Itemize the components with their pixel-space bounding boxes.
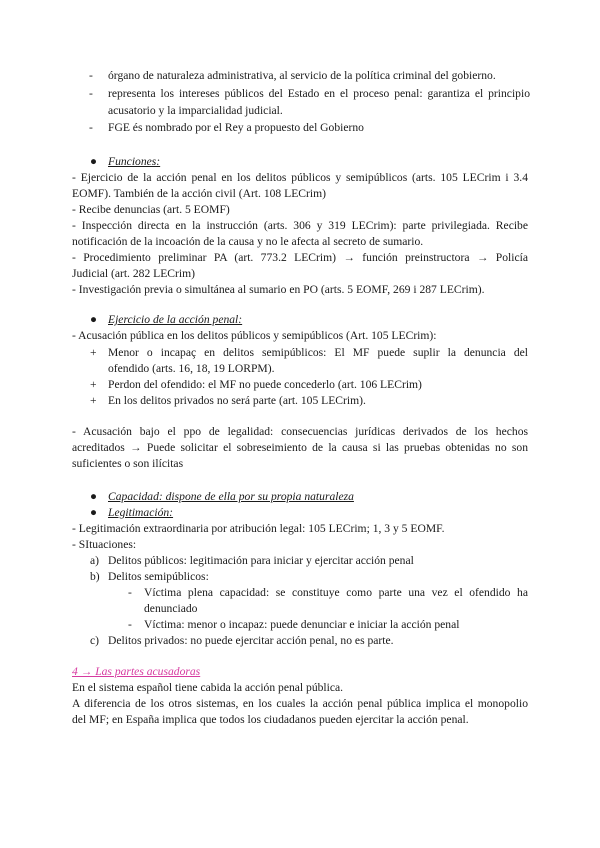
text-line: acreditados → Puede solicitar el sobreseimiento de la causa si las pruebas obtenidas no son — [72, 441, 528, 454]
dash-marker: - — [128, 618, 132, 631]
text-line: acusatorio y la imparcialidad judicial. — [108, 104, 283, 117]
text-line: Delitos semipúblicos: — [108, 570, 209, 583]
plus-marker: + — [90, 378, 97, 391]
bullet-icon: ● — [90, 155, 98, 168]
text-line: órgano de naturaleza administrativa, al servicio de la política criminal del gobierno. — [108, 69, 496, 82]
plus-marker: + — [90, 394, 97, 407]
text-line: En los delitos privados no será parte (art. 105 LECrim). — [108, 394, 366, 407]
text-line: Víctima: menor o incapaz: puede denunciar e iniciar la acción penal — [144, 618, 460, 631]
text-line: A diferencia de los otros sistemas, en los cuales la acción penal pública implica el monopolio — [72, 697, 528, 710]
bullet-icon: ● — [90, 490, 98, 503]
text-line: - SItuaciones: — [72, 538, 137, 551]
dash-marker: - — [89, 121, 93, 134]
text-line: EOMF). También de la acción civil (Art. 108 LECrim) — [72, 187, 326, 200]
section-heading: Capacidad: dispone de ella por su propia naturaleza — [108, 490, 354, 503]
text-line: Menor o incapaç en delitos semipúblicos: El MF puede suplir la denuncia del — [108, 346, 528, 359]
list-marker: c) — [90, 634, 100, 647]
section-heading: Ejercicio de la acción penal: — [108, 313, 243, 326]
bullet-icon: ● — [90, 506, 98, 519]
text-line: - Investigación previa o simultánea al sumario en PO (arts. 5 EOMF, 269 i 287 LECrim). — [72, 283, 485, 296]
text-line: En el sistema español tiene cabida la acción penal pública. — [72, 681, 344, 694]
text-line: suficientes o son ilícitas — [72, 457, 184, 470]
text-line: Delitos privados: no puede ejercitar acción penal, no es parte. — [108, 634, 394, 647]
text-line: - Legitimación extraordinaria por atribución legal: 105 LECrim; 1, 3 y 5 EOMF. — [72, 522, 445, 535]
list-marker: b) — [90, 570, 100, 583]
text-line: representa los intereses públicos del Estado en el proceso penal: garantiza el principio — [108, 87, 530, 100]
text-line: - Inspección directa en la instrucción (arts. 306 y 319 LECrim): parte privilegiada. Recibe — [72, 219, 528, 232]
text-line: Judicial (art. 282 LECrim) — [72, 267, 195, 280]
text-line: FGE és nombrado por el Rey a propuesto del Gobierno — [108, 121, 364, 134]
text-line: Perdon del ofendido: el MF no puede concederlo (art. 106 LECrim) — [108, 378, 422, 391]
section-title: 4 → Las partes acusadoras — [72, 665, 201, 678]
text-line: - Ejercicio de la acción penal en los delitos públicos y semipúblicos (arts. 105 LECrim i 3.4 — [72, 171, 528, 184]
text-line: - Recibe denuncias (art. 5 EOMF) — [72, 203, 230, 216]
plus-marker: + — [90, 346, 97, 359]
text-line: - Acusación bajo el ppo de legalidad: consecuencias jurídicas derivados de los hechos — [72, 425, 528, 438]
text-line: - Acusación pública en los delitos públicos y semipúblicos (Art. 105 LECrim): — [72, 329, 437, 342]
text-line: notificación de la incoación de la causa y no le afecta al secreto de sumario. — [72, 235, 424, 248]
text-line: denunciado — [144, 602, 198, 615]
dash-marker: - — [128, 586, 132, 599]
text-line: Delitos públicos: legitimación para iniciar y ejercitar acción penal — [108, 554, 414, 567]
dash-marker: - — [89, 87, 93, 100]
bullet-icon: ● — [90, 313, 98, 326]
text-line: ofendido (arts. 16, 18, 19 LORPM). — [108, 362, 275, 375]
list-marker: a) — [90, 554, 100, 567]
text-line: del MF; en España implica que todos los ciudadanos pueden ejercitar la acción penal. — [72, 713, 469, 726]
section-heading: Legitimación: — [108, 506, 174, 519]
text-line: Víctima plena capacidad: se constituye como parte una vez el ofendido ha — [144, 586, 528, 599]
dash-marker: - — [89, 69, 93, 82]
text-line: - Procedimiento preliminar PA (art. 773.2 LECrim) → función preinstructora → Policía — [72, 251, 528, 264]
section-heading: Funciones: — [108, 155, 161, 168]
